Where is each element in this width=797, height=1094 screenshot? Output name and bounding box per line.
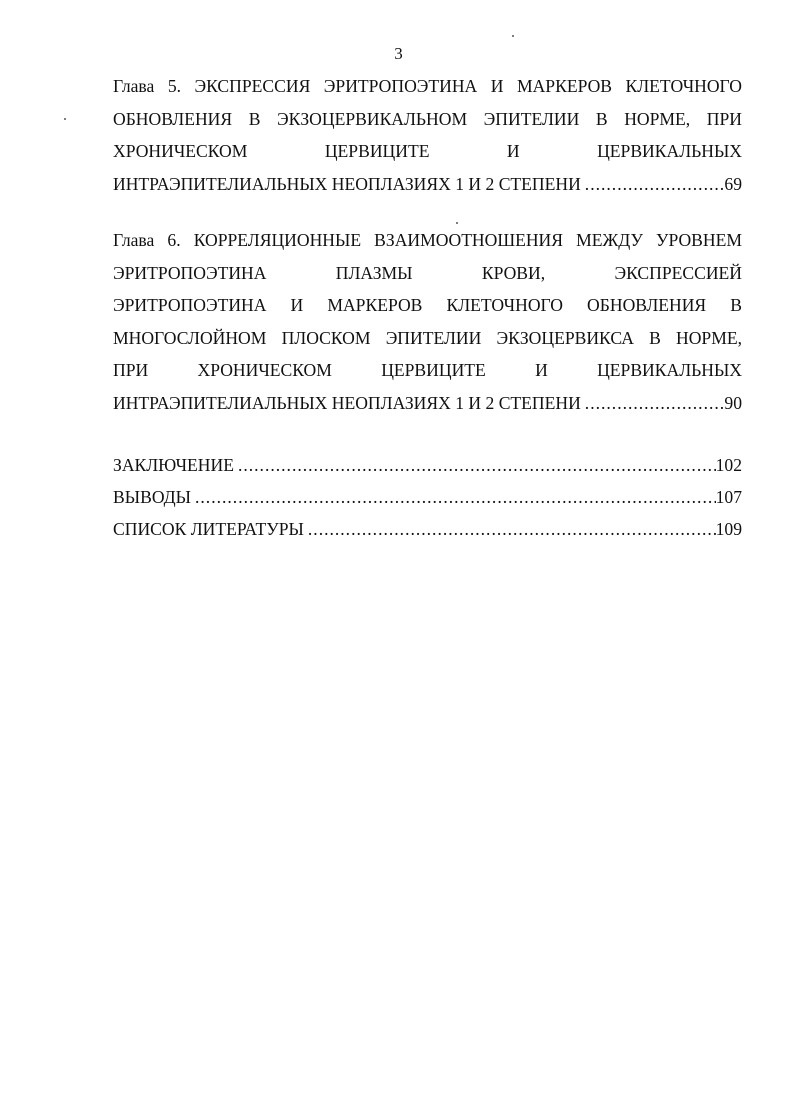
toc-entry-label: ВЫВОДЫ	[113, 487, 191, 507]
toc-entry-findings[interactable]	[113, 481, 742, 514]
page-number: 3	[394, 44, 403, 63]
toc-entry-last-line	[113, 387, 742, 420]
dot-leader	[581, 168, 725, 201]
toc-entry-text-line: ОБНОВЛЕНИЯ В ЭКЗОЦЕРВИКАЛЬНОМ ЭПИТЕЛИИ В НОРМЕ, ПРИ	[113, 108, 742, 129]
dot-leader	[234, 449, 716, 482]
toc-entry-text-line: Глава 5. ЭКСПРЕССИЯ ЭРИТРОПОЭТИНА И МАРКЕРОВ КЛЕТОЧНОГО	[113, 76, 742, 96]
toc-entry-chapter-6[interactable]	[113, 224, 742, 419]
toc-entry-text-line: ИНТРАЭПИТЕЛИАЛЬНЫХ НЕОПЛАЗИЯХ 1 И 2 СТЕПЕНИ	[113, 392, 581, 413]
toc-entry-line	[113, 513, 742, 546]
toc-entry-line	[113, 481, 742, 514]
toc-entry-text-line: Глава 6. КОРРЕЛЯЦИОННЫЕ ВЗАИМООТНОШЕНИЯ МЕЖДУ УРОВНЕМ	[113, 230, 742, 250]
toc-entry-text-line: ЭРИТРОПОЭТИНА И МАРКЕРОВ КЛЕТОЧНОГО ОБНОВЛЕНИЯ В	[113, 295, 742, 315]
toc-entry-text-line: ХРОНИЧЕСКОМ ЦЕРВИЦИТЕ И ЦЕРВИКАЛЬНЫХ	[113, 141, 742, 161]
toc-entry-line	[113, 449, 742, 482]
toc-page-number: 90	[724, 392, 742, 413]
dot-leader	[581, 387, 725, 420]
toc-entry-text-line: ЭРИТРОПОЭТИНА ПЛАЗМЫ КРОВИ, ЭКСПРЕССИЕЙ	[113, 262, 742, 283]
toc-entry-chapter-5[interactable]	[113, 70, 742, 200]
dot-leader	[191, 481, 716, 514]
toc-entry-label: ЗАКЛЮЧЕНИЕ	[113, 455, 234, 475]
toc-page-number: 109	[715, 519, 742, 539]
dot-leader	[304, 513, 716, 546]
toc-entry-text-line: МНОГОСЛОЙНОМ ПЛОСКОМ ЭПИТЕЛИИ ЭКЗОЦЕРВИКСА В НОРМЕ,	[113, 327, 742, 348]
toc-page-number: 102	[715, 455, 742, 475]
toc-page-number: 69	[724, 173, 742, 194]
scan-speck	[512, 35, 514, 37]
toc-entry-label: СПИСОК ЛИТЕРАТУРЫ	[113, 519, 304, 539]
scan-speck	[64, 118, 66, 120]
toc-entry-text-line: ПРИ ХРОНИЧЕСКОМ ЦЕРВИЦИТЕ И ЦЕРВИКАЛЬНЫХ	[113, 360, 742, 380]
toc-entry-text-line: ИНТРАЭПИТЕЛИАЛЬНЫХ НЕОПЛАЗИЯХ 1 И 2 СТЕПЕНИ	[113, 173, 581, 194]
toc-entry-references[interactable]	[113, 513, 742, 546]
toc-entry-conclusion[interactable]	[113, 449, 742, 482]
toc-page-number: 107	[715, 487, 742, 507]
toc-entry-last-line	[113, 168, 742, 201]
